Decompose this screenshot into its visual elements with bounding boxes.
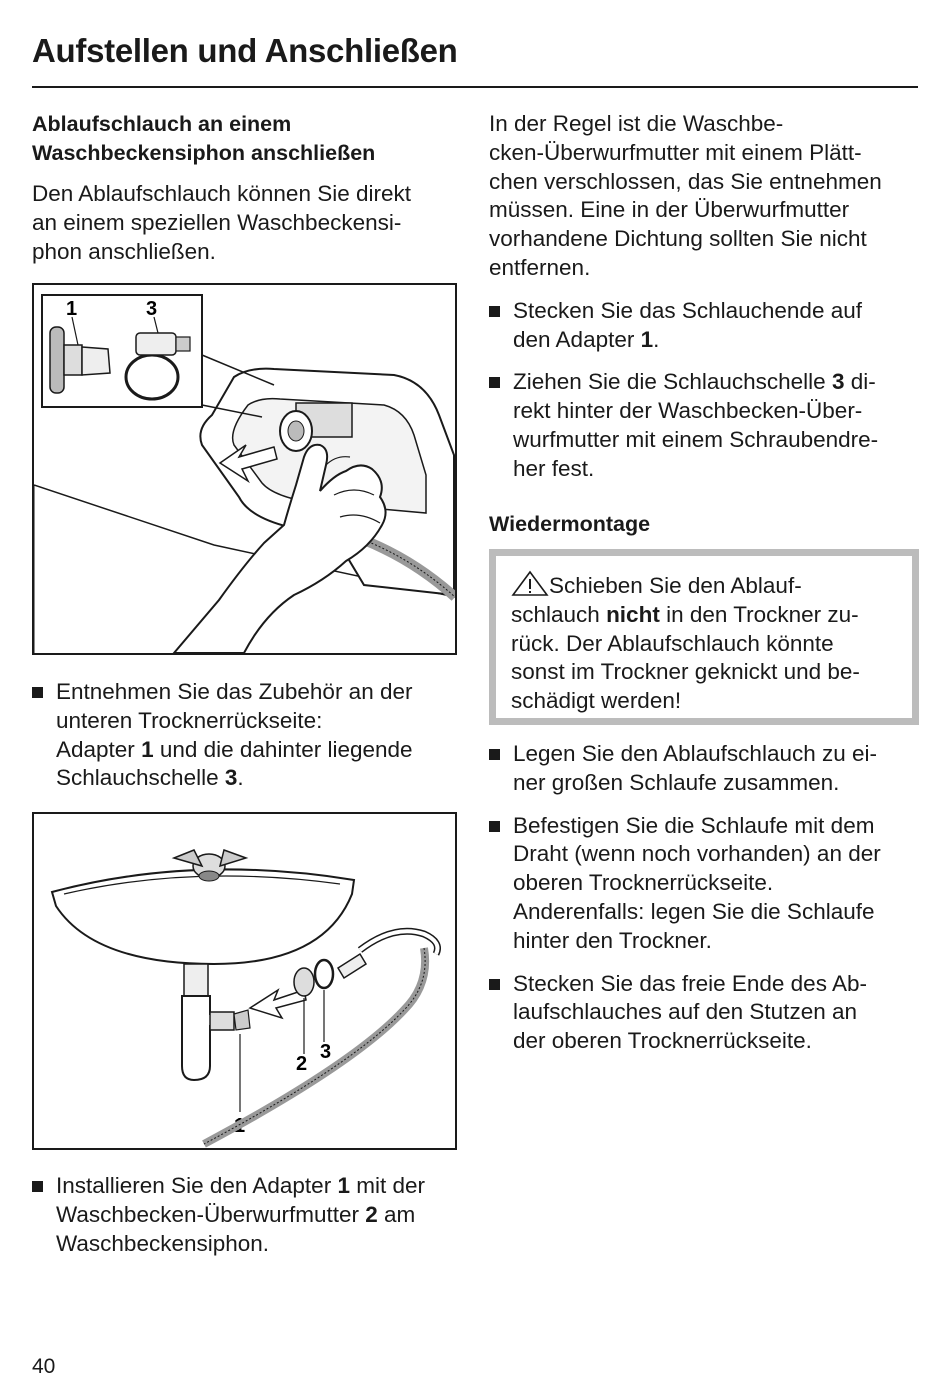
bullet-line: unteren Trocknerrückseite: (56, 707, 323, 733)
bullet-square-icon (489, 979, 500, 990)
bullet-line: Waschbeckensiphon. (56, 1230, 270, 1256)
list-item (32, 678, 457, 793)
text-run: Installieren Sie den Adapter (56, 1173, 338, 1198)
right-intro-paragraph (489, 110, 919, 283)
bullet-square-icon (489, 377, 500, 388)
text-run: . (237, 765, 244, 791)
figure2-label-2: 2 (296, 1053, 308, 1075)
bullet-square-icon (32, 1181, 43, 1192)
bullet-square-icon (489, 749, 500, 760)
list-item (489, 812, 919, 956)
ref-number: 3 (224, 765, 238, 791)
right-column (489, 110, 919, 539)
intro-line: chen verschlossen, das Sie entnehmen (489, 168, 882, 194)
bullet-line: Legen Sie den Ablaufschlauch zu ei- (513, 741, 878, 766)
figure2-label-1: 1 (234, 1115, 246, 1137)
ref-number: 2 (365, 1201, 378, 1227)
sink-siphon-illustration (34, 814, 455, 1148)
bullet-line: wurfmutter mit einem Schraubendre- (513, 426, 879, 452)
bullet-line (513, 326, 919, 355)
figure-adapter-removal (32, 283, 457, 655)
intro-line: an einem speziellen Waschbeckensi- (32, 209, 402, 235)
figure2-label-3: 3 (320, 1041, 332, 1063)
figure1-label-3: 3 (146, 298, 158, 320)
right-column-lower (489, 740, 919, 1056)
warning-line: sonst im Trockner geknickt und be- (511, 659, 860, 685)
section-heading (32, 110, 457, 168)
page-number: 40 (32, 1355, 56, 1378)
bullet-line: Stecken Sie das freie Ende des Ab- (513, 970, 867, 996)
list-item (489, 368, 919, 483)
bullet-line: oberen Trocknerrückseite. (513, 870, 774, 896)
text-run: di- (844, 369, 876, 395)
bullet-line: Entnehmen Sie das Zubehör an der (56, 679, 413, 704)
adapter-removal-illustration (34, 285, 455, 653)
intro-line: müssen. Eine in der Überwurfmutter (489, 197, 850, 223)
text-run: . (653, 326, 660, 352)
list-item (489, 970, 919, 1056)
text-run: Ziehen Sie die Schlauchschelle (513, 369, 832, 395)
intro-line: vorhandene Dichtung sollten Sie nicht (489, 226, 867, 252)
intro-paragraph (32, 180, 457, 266)
intro-line: In der Regel ist die Waschbe- (489, 111, 784, 136)
warning-line (511, 601, 894, 630)
text-run: den Adapter (513, 326, 641, 352)
ref-number: 3 (831, 369, 845, 395)
text-run: am (377, 1201, 416, 1227)
bullet-line: Stecken Sie das Schlauchende auf (513, 297, 862, 323)
text-run: in den Trockner zu- (659, 601, 859, 627)
bullet-line (56, 1201, 457, 1230)
bullet-line: her fest. (513, 455, 595, 481)
ref-number: 1 (640, 326, 654, 352)
bullet-square-icon (489, 821, 500, 832)
text-run: schlauch (511, 601, 607, 627)
text-run: mit der (349, 1173, 425, 1198)
list-item (489, 740, 919, 798)
bullet-square-icon (489, 306, 500, 317)
bullet-line (56, 764, 457, 793)
intro-line: entfernen. (489, 254, 591, 280)
bullet-line (56, 1172, 457, 1201)
bullet-line: laufschlauches auf den Stutzen an (513, 999, 857, 1025)
bullet-line: ner großen Schlaufe zusammen. (513, 769, 840, 795)
text-run: Schlauchschelle (56, 765, 225, 791)
text-run: Waschbecken-Überwurfmutter (56, 1201, 366, 1227)
text-run: Adapter (56, 736, 142, 762)
section-heading-line: Ablaufschlauch an einem (32, 112, 292, 136)
bullet-remove-accessories (32, 678, 457, 793)
emphasis-text: nicht (606, 601, 660, 627)
left-column (32, 110, 457, 266)
figure-sink-siphon (32, 812, 457, 1150)
bullet-square-icon (32, 687, 43, 698)
section-heading-line: Waschbeckensiphon anschließen (32, 141, 376, 165)
intro-line: phon anschließen. (32, 238, 216, 264)
ref-number: 1 (337, 1173, 350, 1198)
intro-line: cken-Überwurfmutter mit einem Plätt- (489, 139, 862, 165)
title-rule (32, 86, 918, 88)
warning-box (489, 549, 919, 725)
bullet-line: Befestigen Sie die Schlaufe mit dem (513, 812, 875, 838)
bullet-line: hinter den Trockner. (513, 927, 712, 953)
bullet-line: Draht (wenn noch vorhanden) an der (513, 841, 881, 867)
warning-triangle-icon (511, 570, 549, 596)
bullet-line (513, 368, 919, 397)
bullet-line: der oberen Trocknerrückseite. (513, 1028, 812, 1054)
intro-line: Den Ablaufschlauch können Sie direkt (32, 181, 411, 206)
warning-line: rück. Der Ablaufschlauch könnte (511, 630, 834, 656)
bullet-line: rekt hinter der Waschbecken-Über- (513, 398, 863, 424)
ref-number: 1 (141, 736, 154, 762)
text-run: Schieben Sie den Ablauf- (549, 573, 802, 598)
bullet-install-adapter (32, 1172, 457, 1258)
warning-line: schädigt werden! (511, 688, 682, 714)
text-run: und die dahinter liegende (153, 736, 413, 762)
bullet-line: Anderenfalls: legen Sie die Schlaufe (513, 898, 875, 924)
figure1-label-1: 1 (66, 298, 78, 320)
section-heading-wiedermontage: Wiedermontage (489, 511, 651, 536)
bullet-line (56, 736, 457, 765)
page-title: Aufstellen und Anschließen (32, 32, 458, 69)
list-item (32, 1172, 457, 1258)
warning-line (511, 570, 894, 601)
list-item (489, 297, 919, 355)
